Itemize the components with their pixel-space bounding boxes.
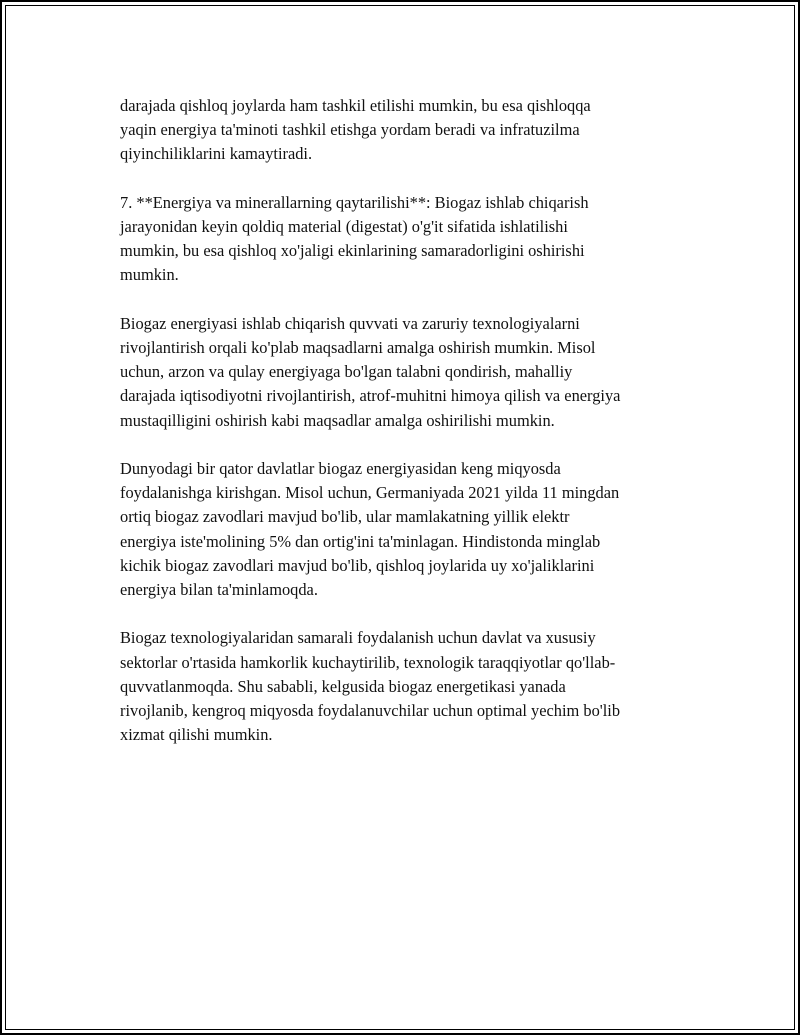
text-line: kichik biogaz zavodlari mavjud bo'lib, qishloq joylarida uy xo'jaliklarini: [120, 555, 595, 575]
text-line: rivojlanib, kengroq miqyosda foydalanuvchilar uchun optimal yechim bo'lib: [120, 701, 621, 721]
text-line: mumkin, bu esa qishloq xo'jaligi ekinlarining samaradorligini oshirishi: [120, 241, 585, 261]
paragraph: [120, 457, 700, 602]
paragraph: [120, 191, 700, 288]
text-line: Biogaz texnologiyalaridan samarali foydalanish uchun davlat va xususiy: [120, 628, 596, 648]
document-body: [120, 94, 700, 772]
paragraph: [120, 626, 700, 747]
paragraph: [120, 94, 700, 167]
text-line: jarayonidan keyin qoldiq material (digestat) o'g'it sifatida ishlatilishi: [120, 217, 568, 236]
text-line: qiyinchiliklarini kamaytiradi.: [120, 144, 313, 164]
text-line: Dunyodagi bir qator davlatlar biogaz energiyasidan keng miqyosda: [120, 459, 561, 478]
paragraph: [120, 312, 700, 433]
text-line: mustaqilligini oshirish kabi maqsadlar amalga oshirilishi mumkin.: [120, 410, 555, 430]
text-line: quvvatlanmoqda. Shu sababli, kelgusida biogaz energetikasi yanada: [120, 676, 566, 696]
text-line: energiya iste'molining 5% dan ortig'ini ta'minlagan. Hindistonda minglab: [120, 531, 601, 551]
text-line: darajada iqtisodiyotni rivojlantirish, atrof-muhitni himoya qilish va energiya: [120, 386, 621, 406]
text-line: 7. **Energiya va minerallarning qaytarilishi**: Biogaz ishlab chiqarish: [120, 192, 589, 212]
text-line: energiya bilan ta'minlamoqda.: [120, 580, 318, 600]
text-line: darajada qishloq joylarda ham tashkil etilishi mumkin, bu esa qishloqqa: [120, 96, 591, 115]
text-line: sektorlar o'rtasida hamkorlik kuchaytirilib, texnologik taraqqiyotlar qo'llab-: [120, 652, 616, 672]
text-line: rivojlantirish orqali ko'plab maqsadlarni amalga oshirish mumkin. Misol: [120, 338, 596, 357]
text-line: foydalanishga kirishgan. Misol uchun, Germaniyada 2021 yilda 11 mingdan: [120, 483, 620, 503]
text-line: yaqin energiya ta'minoti tashkil etishga yordam beradi va infratuzilma: [120, 120, 580, 140]
text-line: mumkin.: [120, 265, 179, 285]
text-line: xizmat qilishi mumkin.: [120, 725, 273, 745]
text-line: Biogaz energiyasi ishlab chiqarish quvvati va zaruriy texnologiyalarni: [120, 313, 580, 333]
text-line: uchun, arzon va qulay energiyaga bo'lgan talabni qondirish, mahalliy: [120, 362, 573, 382]
text-line: ortiq biogaz zavodlari mavjud bo'lib, ular mamlakatning yillik elektr: [120, 507, 570, 527]
